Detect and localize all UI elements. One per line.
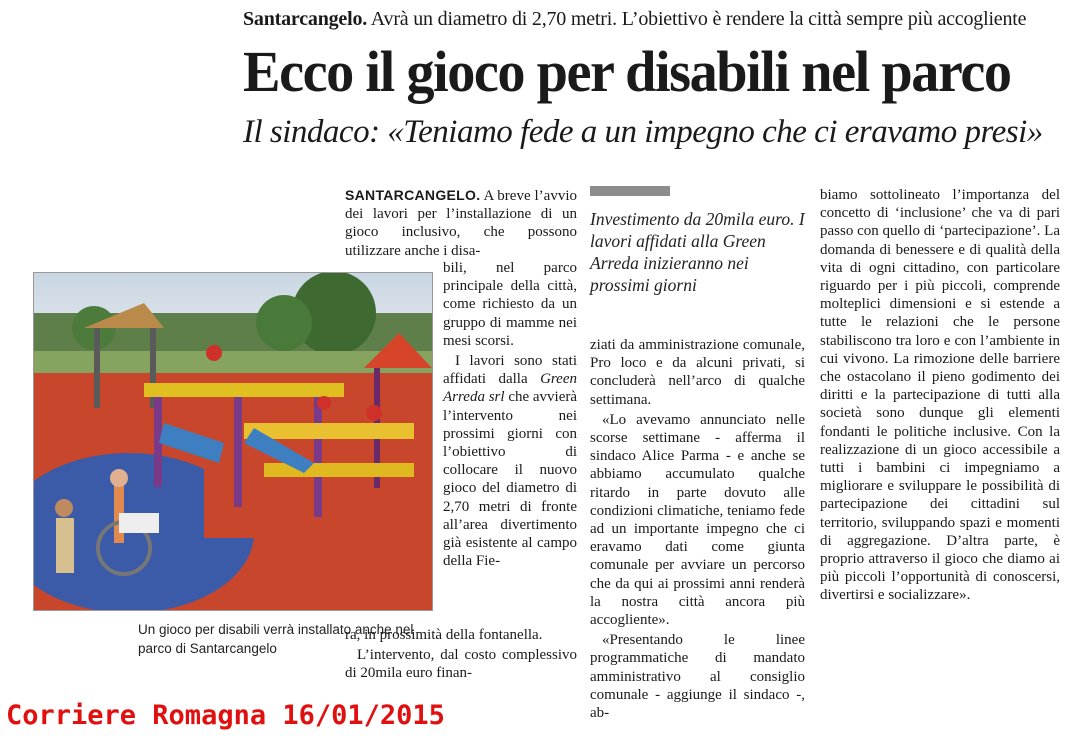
paragraph-2	[443, 352, 577, 570]
col2-paragraph-3: «Presentando le linee programmatiche di mandato amministrativo al consiglio comunale - aggiunge il sindaco -, ab-	[590, 632, 805, 722]
col3-paragraph-1: biamo sottolineato l’importanza del concetto di ‘inclusione’ che va di pari passo con quello di ‘partecipazione’. La domanda di benessere e di qualità della vita di ogni cittadino, con particolare riguardo per i più piccoli, comprende molteplici dimensioni e si estende a tutte le relazioni che le persone stabiliscono tra loro e con l’ambiente in cui vivono. La rimozione delle barriere che ostacolano il pieno godimento dei diritti e la partecipazione di tutti alla società sono dunque gli elementi fondanti le politiche inclusive. Con la realizzazione di un gioco accessibile a tutti i bambini ci impegniamo a migliorare e sviluppare le possibilità di partecipazione dei cittadini sul territorio, sviluppando spazi e momenti di aggregazione. D’altra parte, è proprio attraverso il gioco che diamo ai più piccoli l’opportunità di conoscersi, divertirsi e socializzare».	[820, 187, 1060, 604]
paragraph-2-text-a: I lavori sono stati affidati dalla	[443, 353, 577, 388]
playground-photo	[33, 272, 433, 611]
column-1-narrow	[443, 259, 577, 570]
column-1-top	[345, 186, 577, 260]
paragraph-3: L’intervento, dal costo complessivo di 20mila euro finan-	[345, 647, 577, 682]
col2-paragraph-1: ziati da amministrazione comunale, Pro loco e da alcuni privati, si concluderà nell’arco di qualche settimana.	[590, 337, 805, 408]
photo-caption: Un gioco per disabili verrà installato anche nel parco di Santarcangelo	[138, 622, 414, 656]
paragraph-2-text-b: che avvierà l’intervento nei prossimi giorni con l’obiettivo di collocare il nuovo gioco del diametro di 2,70 metri di fronte all’area divertimento già esistente al campo della Fie-	[443, 389, 578, 570]
lead-text: A breve l’avvio dei lavori per l’installazione di un gioco inclusivo, che possono utilizzare anche i disa-	[345, 188, 577, 259]
lead-paragraph	[345, 186, 577, 260]
source-label: Corriere Romagna 16/01/2015	[6, 700, 445, 731]
kicker-place: Santarcangelo.	[243, 8, 368, 30]
headline: Ecco il gioco per disabili nel parco	[243, 39, 1011, 104]
column-2	[590, 336, 805, 722]
paragraph-1-rest: bili, nel parco principale della città, come richiesto da un gruppo di mamme nei mesi scorsi.	[443, 260, 577, 349]
kicker-text: Avrà un diametro di 2,70 metri. L’obiettivo è rendere la città sempre più accogliente	[370, 8, 1027, 30]
kicker	[243, 8, 1063, 31]
playground-image	[34, 273, 432, 610]
paragraph-2-end: ra, in prossimità della fontanella.	[345, 627, 543, 643]
pullquote-bar	[590, 186, 670, 196]
column-3	[820, 186, 1060, 605]
company-name: Green Arreda srl	[443, 371, 577, 406]
col2-paragraph-2: «Lo avevamo annunciato nelle scorse settimane - afferma il sindaco Alice Parma - e anche se abbiamo accumulato qualche ritardo in parte dovuto alle condizioni climatiche, teniamo fede ad un importante impegno che ci eravamo dati come giunta comunale per avviare un percorso che da qui ai prossimi anni renderà la nostra città ancora più accogliente».	[590, 411, 805, 629]
dateline: SANTARCANGELO.	[345, 187, 481, 203]
subheadline: Il sindaco: «Teniamo fede a un impegno che ci eravamo presi»	[243, 114, 1043, 150]
pullquote: Investimento da 20mila euro. I lavori affidati alla Green Arreda inizieranno nei prossimi giorni	[590, 209, 805, 295]
